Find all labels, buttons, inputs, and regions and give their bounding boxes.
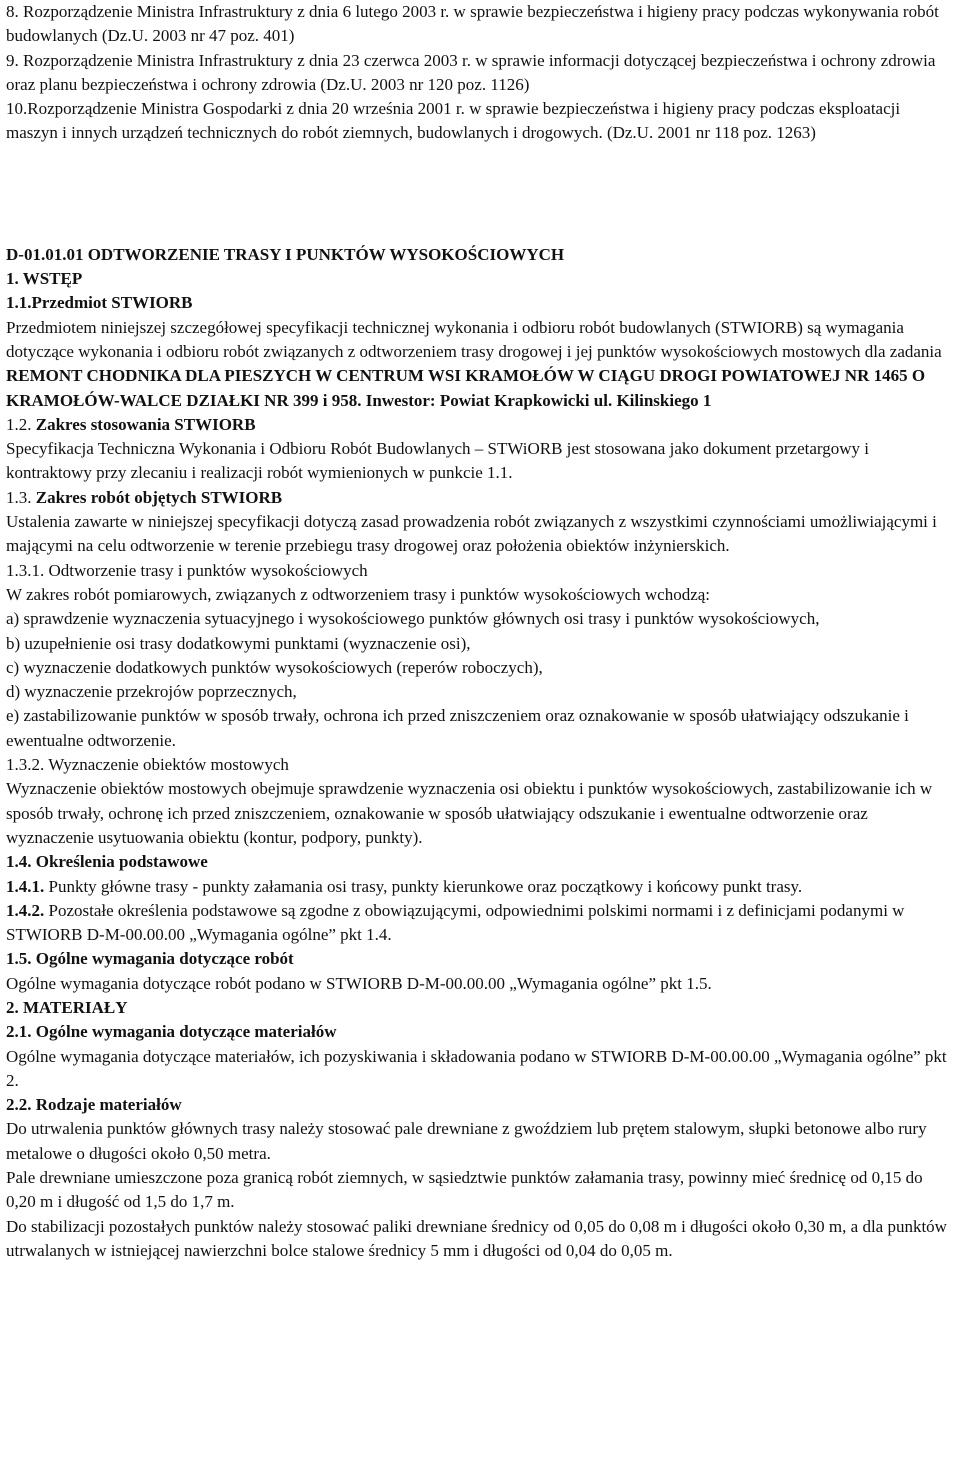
section-1-4-2-body: Pozostałe określenia podstawowe są zgodne z obowiązującymi, odpowiednimi polskimi normami i z definicjami podanymi w STWIORB D-M-00.00.00 „Wymagania ogólne” pkt 1.4.	[6, 900, 905, 945]
section-2-2-paragraph-2: Pale drewniane umieszczone poza granicą robót ziemnych, w sąsiedztwie punktów załamania trasy, powinny mieć średnicę od 0,15 do 0,20 m i długość od 1,5 do 1,7 m.	[6, 1168, 923, 1212]
section-2-2-heading: 2.2. Rodzaje materiałów	[6, 1095, 182, 1115]
section-1-1-heading: 1.1.Przedmiot STWIORB	[6, 293, 193, 313]
list-item: d) wyznaczenie przekrojów poprzecznych,	[6, 682, 297, 702]
section-1-4-1-number: 1.4.1.	[6, 876, 45, 896]
list-item: b) uzupełnienie osi trasy dodatkowymi punktami (wyznaczenie osi),	[6, 633, 471, 653]
section-1-5-heading: 1.5. Ogólne wymagania dotyczące robót	[6, 949, 294, 969]
list-item: c) wyznaczenie dodatkowych punktów wysokościowych (reperów roboczych),	[6, 657, 543, 677]
section-1-3-2-number: 1.3.2.	[6, 755, 45, 775]
regulation-item-8: 8. Rozporządzenie Ministra Infrastruktury z dnia 6 lutego 2003 r. w sprawie bezpieczeństwa i higieny pracy podczas wykonywania robót budowlanych (Dz.U. 2003 nr 47 poz. 401)	[6, 2, 939, 46]
document-title: D-01.01.01 ODTWORZENIE TRASY I PUNKTÓW WYSOKOŚCIOWYCH	[6, 244, 565, 264]
section-2-2-paragraph-1: Do utrwalenia punktów głównych trasy należy stosować pale drewniane z gwoździem lub prętem stalowym, słupki betonowe albo rury metalowe o długości około 0,50 metra.	[6, 1119, 927, 1163]
section-2-1-text: Ogólne wymagania dotyczące materiałów, ich pozyskiwania i składowania podano w STWIORB D-M-00.00.00 „Wymagania ogólne” pkt 2.	[6, 1046, 947, 1090]
section-1-3-2-title: Wyznaczenie obiektów mostowych	[44, 755, 289, 775]
list-item: a) sprawdzenie wyznaczenia sytuacyjnego i wysokościowego punktów głównych osi trasy i punktów wysokościowych,	[6, 609, 820, 629]
section-1-3-1-heading	[6, 559, 954, 583]
section-1-3-2-heading	[6, 753, 954, 777]
section-1-5-text: Ogólne wymagania dotyczące robót podano w STWIORB D-M-00.00.00 „Wymagania ogólne” pkt 1.5.	[6, 973, 712, 993]
section-1-1-text-plain: Przedmiotem niniejszej szczegółowej specyfikacji technicznej wykonania i odbioru robót budowlanych (STWIORB) są wymagania dotyczące wykonania i odbioru robót związanych z odtworzeniem trasy drogowej i jej punktów wysokościowych mostowych dla zadania	[6, 317, 942, 361]
section-1-4-2-number: 1.4.2.	[6, 900, 45, 920]
section-2-1-heading: 2.1. Ogólne wymagania dotyczące materiałów	[6, 1022, 337, 1042]
section-1-4-1-text	[6, 875, 954, 899]
section-1-4-2-text	[6, 899, 954, 948]
section-1-2-title: Zakres stosowania STWIORB	[31, 414, 256, 434]
section-1-2-number: 1.2.	[6, 414, 32, 434]
section-1-2-heading	[6, 413, 954, 437]
section-1-4-1-body: Punkty główne trasy - punkty załamania osi trasy, punkty kierunkowe oraz początkowy i końcowy punkt trasy.	[44, 876, 803, 896]
section-1-3-number: 1.3.	[6, 487, 32, 507]
section-1-3-heading	[6, 486, 954, 510]
section-1-1-text-bold: REMONT CHODNIKA DLA PIESZYCH W CENTRUM WSI KRAMOŁÓW W CIĄGU DROGI POWIATOWEJ NR 1465 O KRAMOŁÓW-WALCE DZIAŁKI NR 399 i 958. Inwestor: Powiat Krapkowicki ul. Kilinskiego 1	[6, 366, 926, 410]
section-1-2-text: Specyfikacja Techniczna Wykonania i Odbioru Robót Budowlanych – STWiORB jest stosowana jako dokument przetargowy i kontraktowy przy zlecaniu i realizacji robót wymienionych w punkcie 1.1.	[6, 439, 869, 483]
section-1-1-text	[6, 316, 954, 413]
section-1-3-text: Ustalenia zawarte w niniejszej specyfikacji dotyczą zasad prowadzenia robót związanych z wszystkimi czynnościami umożliwiającymi i mającymi na celu odtworzenie w terenie przebiegu trasy drogowej oraz położenia obiektów inżynierskich.	[6, 512, 937, 556]
regulation-item-9: 9. Rozporządzenie Ministra Infrastruktury z dnia 23 czerwca 2003 r. w sprawie informacji dotyczącej bezpieczeństwa i ochrony zdrowia oraz planu bezpieczeństwa i ochrony zdrowia (Dz.U. 2003 nr 120 poz. 1126)	[6, 50, 936, 94]
section-1-4-heading: 1.4. Określenia podstawowe	[6, 852, 208, 872]
list-item: e) zastabilizowanie punktów w sposób trwały, ochrona ich przed zniszczeniem oraz oznakowanie w sposób ułatwiający odszukanie i ewentualne odtworzenie.	[6, 706, 909, 750]
regulation-item-10: 10.Rozporządzenie Ministra Gospodarki z dnia 20 września 2001 r. w sprawie bezpieczeństwa i higieny pracy podczas eksploatacji maszyn i innych urządzeń technicznych do robót ziemnych, budowlanych i drogowych. (Dz.U. 2001 nr 118 poz. 1263)	[6, 99, 901, 143]
section-1-3-1-intro: W zakres robót pomiarowych, związanych z odtworzeniem trasy i punktów wysokościowych wchodzą:	[6, 584, 711, 604]
section-2-2-paragraph-3: Do stabilizacji pozostałych punktów należy stosować paliki drewniane średnicy od 0,05 do 0,08 m i długości około 0,30 m, a dla punktów utrwalanych w istniejącej nawierzchni bolce stalowe średnicy 5 mm i długości od 0,04 do 0,05 m.	[6, 1216, 947, 1260]
section-1-3-2-text: Wyznaczenie obiektów mostowych obejmuje sprawdzenie wyznaczenia osi obiektu i punktów wysokościowych, zastabilizowanie ich w sposób trwały, ochronę ich przed zniszczeniem, oznakowanie w sposób ułatwiający odszukanie i ewentualne odtworzenie oraz wyznaczenie usytuowania obiektu (kontur, podpory, punkty).	[6, 779, 933, 847]
section-2-heading: 2. MATERIAŁY	[6, 997, 128, 1017]
section-1-3-1-title: Odtworzenie trasy i punktów wysokościowych	[44, 560, 368, 580]
spacer	[6, 146, 954, 243]
section-1-3-title: Zakres robót objętych STWIORB	[31, 487, 283, 507]
section-1-heading: 1. WSTĘP	[6, 269, 83, 289]
section-1-3-1-number: 1.3.1.	[6, 560, 45, 580]
